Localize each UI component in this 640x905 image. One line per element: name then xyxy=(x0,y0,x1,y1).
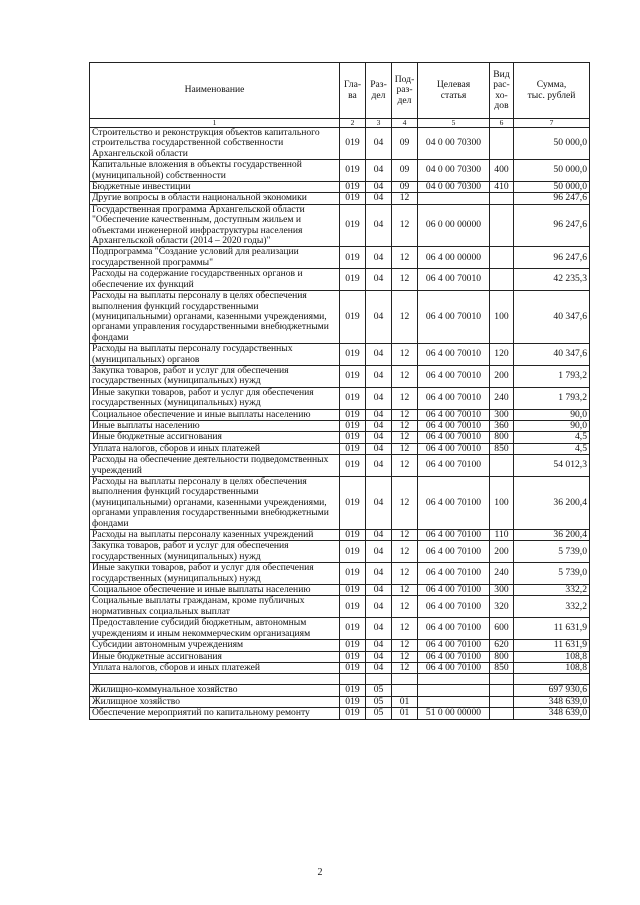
row-subsection: 12 xyxy=(392,585,418,596)
row-name: Расходы на выплаты персоналу государственных (муниципальных) органов xyxy=(90,344,340,366)
row-chapter: 019 xyxy=(340,387,366,409)
row-subsection: 12 xyxy=(392,596,418,618)
row-name: Расходы на выплаты персоналу в целях обеспечения выполнения функций государственными (муниципальными) органами, казенными учреждениями, органами управления государственными внебюджетными фондами xyxy=(90,291,340,344)
row-target: 06 4 00 70100 xyxy=(418,530,490,541)
row-target xyxy=(418,685,490,696)
col-number: 5 xyxy=(418,119,490,128)
row-section: 04 xyxy=(366,193,392,204)
row-target: 06 4 00 70100 xyxy=(418,477,490,530)
row-chapter: 019 xyxy=(340,708,366,719)
row-name: Другие вопросы в области национальной экономики xyxy=(90,193,340,204)
row-target: 06 4 00 70010 xyxy=(418,420,490,431)
row-name: Социальное обеспечение и иные выплаты населению xyxy=(90,585,340,596)
page-number: 2 xyxy=(317,867,323,878)
row-name: Социальное обеспечение и иные выплаты населению xyxy=(90,409,340,420)
blank-row xyxy=(90,674,590,685)
header-name: Наименование xyxy=(90,63,340,119)
row-amount: 1 793,2 xyxy=(514,387,590,409)
row-chapter: 019 xyxy=(340,596,366,618)
row-amount: 90,0 xyxy=(514,420,590,431)
table-row xyxy=(90,443,590,454)
row-name: Иные бюджетные ассигнования xyxy=(90,651,340,662)
row-expense-type: 110 xyxy=(490,530,514,541)
row-amount: 332,2 xyxy=(514,596,590,618)
row-chapter: 019 xyxy=(340,365,366,387)
col-number: 2 xyxy=(340,119,366,128)
row-section: 04 xyxy=(366,182,392,193)
row-amount: 40 347,6 xyxy=(514,291,590,344)
row-expense-type: 400 xyxy=(490,160,514,182)
row-name: Уплата налогов, сборов и иных платежей xyxy=(90,662,340,673)
row-name: Субсидии автономным учреждениям xyxy=(90,640,340,651)
row-name: Предоставление субсидий бюджетным, автономным учреждениям и иным некоммерческим организациям xyxy=(90,618,340,640)
row-target: 06 4 00 70010 xyxy=(418,291,490,344)
row-chapter: 019 xyxy=(340,651,366,662)
row-subsection: 12 xyxy=(392,432,418,443)
row-expense-type: 360 xyxy=(490,420,514,431)
row-subsection: 12 xyxy=(392,344,418,366)
row-section: 04 xyxy=(366,420,392,431)
row-name: Иные закупки товаров, работ и услуг для обеспечения государственных (муниципальных) нужд xyxy=(90,387,340,409)
row-name: Социальные выплаты гражданам, кроме публичных нормативных социальных выплат xyxy=(90,596,340,618)
table-row xyxy=(90,618,590,640)
row-subsection: 12 xyxy=(392,640,418,651)
table-row xyxy=(90,651,590,662)
table-body xyxy=(90,128,590,720)
table-row xyxy=(90,247,590,269)
row-target: 06 4 00 70010 xyxy=(418,365,490,387)
row-section: 04 xyxy=(366,651,392,662)
row-section: 04 xyxy=(366,160,392,182)
row-expense-type: 200 xyxy=(490,365,514,387)
row-section: 05 xyxy=(366,696,392,707)
row-amount: 11 631,9 xyxy=(514,618,590,640)
row-expense-type xyxy=(490,455,514,477)
row-expense-type: 320 xyxy=(490,596,514,618)
row-chapter: 019 xyxy=(340,128,366,160)
table-row xyxy=(90,477,590,530)
row-subsection: 12 xyxy=(392,477,418,530)
row-chapter: 019 xyxy=(340,477,366,530)
row-chapter: 019 xyxy=(340,530,366,541)
row-section: 04 xyxy=(366,455,392,477)
table-row xyxy=(90,563,590,585)
row-target: 06 0 00 00000 xyxy=(418,204,490,247)
table-row xyxy=(90,204,590,247)
row-name: Иные закупки товаров, работ и услуг для обеспечения государственных (муниципальных) нужд xyxy=(90,563,340,585)
row-name: Закупка товаров, работ и услуг для обеспечения государственных (муниципальных) нужд xyxy=(90,365,340,387)
row-amount: 50 000,0 xyxy=(514,182,590,193)
row-target xyxy=(418,193,490,204)
row-amount: 5 739,0 xyxy=(514,541,590,563)
table-row xyxy=(90,182,590,193)
row-target: 04 0 00 70300 xyxy=(418,160,490,182)
row-name: Государственная программа Архангельской области "Обеспечение качественным, доступным жильем и объектами инженерной инфраструктуры населения Архангельской области (2014 – 2020 годы)" xyxy=(90,204,340,247)
row-section: 04 xyxy=(366,477,392,530)
row-subsection: 12 xyxy=(392,618,418,640)
header-section: Раз- дел xyxy=(366,63,392,119)
row-expense-type: 300 xyxy=(490,409,514,420)
row-section: 04 xyxy=(366,128,392,160)
row-subsection: 12 xyxy=(392,541,418,563)
row-section: 04 xyxy=(366,432,392,443)
row-chapter: 019 xyxy=(340,344,366,366)
row-amount: 108,8 xyxy=(514,651,590,662)
row-target: 06 4 00 70100 xyxy=(418,640,490,651)
row-chapter: 019 xyxy=(340,420,366,431)
row-section xyxy=(366,674,392,685)
row-target xyxy=(418,696,490,707)
row-subsection: 12 xyxy=(392,443,418,454)
table-row xyxy=(90,696,590,707)
row-name: Расходы на выплаты персоналу в целях обеспечения выполнения функций государственными (муниципальными) органами, казенными учреждениями, органами управления государственными внебюджетными фондами xyxy=(90,477,340,530)
header-subsection: Под- раз- дел xyxy=(392,63,418,119)
row-expense-type: 600 xyxy=(490,618,514,640)
row-amount: 96 247,6 xyxy=(514,204,590,247)
row-section: 04 xyxy=(366,541,392,563)
table-row xyxy=(90,291,590,344)
row-section: 04 xyxy=(366,563,392,585)
row-amount: 54 012,3 xyxy=(514,455,590,477)
row-chapter: 019 xyxy=(340,685,366,696)
row-chapter: 019 xyxy=(340,585,366,596)
row-target: 06 4 00 70010 xyxy=(418,269,490,291)
row-chapter: 019 xyxy=(340,455,366,477)
row-target: 06 4 00 70100 xyxy=(418,662,490,673)
table-row xyxy=(90,193,590,204)
row-target: 06 4 00 70100 xyxy=(418,563,490,585)
row-amount: 348 639,0 xyxy=(514,708,590,719)
row-chapter: 019 xyxy=(340,443,366,454)
col-number: 7 xyxy=(514,119,590,128)
row-expense-type: 120 xyxy=(490,344,514,366)
row-subsection: 12 xyxy=(392,247,418,269)
row-amount: 36 200,4 xyxy=(514,477,590,530)
row-expense-type: 100 xyxy=(490,291,514,344)
row-chapter: 019 xyxy=(340,618,366,640)
row-section: 04 xyxy=(366,662,392,673)
row-subsection: 12 xyxy=(392,662,418,673)
row-amount: 4,5 xyxy=(514,432,590,443)
row-subsection: 12 xyxy=(392,365,418,387)
row-amount: 96 247,6 xyxy=(514,193,590,204)
row-subsection: 12 xyxy=(392,455,418,477)
row-chapter: 019 xyxy=(340,662,366,673)
row-section: 04 xyxy=(366,585,392,596)
table-row xyxy=(90,455,590,477)
row-amount: 50 000,0 xyxy=(514,160,590,182)
row-name: Подпрограмма "Создание условий для реализации государственной программы" xyxy=(90,247,340,269)
row-chapter: 019 xyxy=(340,541,366,563)
row-target: 06 4 00 70010 xyxy=(418,344,490,366)
row-target: 06 4 00 70100 xyxy=(418,618,490,640)
row-section: 04 xyxy=(366,443,392,454)
row-section: 04 xyxy=(366,291,392,344)
row-chapter: 019 xyxy=(340,247,366,269)
row-section: 04 xyxy=(366,365,392,387)
col-number: 3 xyxy=(366,119,392,128)
row-amount: 4,5 xyxy=(514,443,590,454)
row-expense-type: 100 xyxy=(490,477,514,530)
row-target: 06 4 00 70100 xyxy=(418,541,490,563)
row-expense-type: 800 xyxy=(490,432,514,443)
row-name: Расходы на содержание государственных органов и обеспечение их функций xyxy=(90,269,340,291)
row-section: 04 xyxy=(366,618,392,640)
row-target: 06 4 00 70100 xyxy=(418,651,490,662)
row-subsection: 09 xyxy=(392,128,418,160)
row-target: 06 4 00 00000 xyxy=(418,247,490,269)
row-subsection xyxy=(392,685,418,696)
row-subsection: 12 xyxy=(392,651,418,662)
table-row xyxy=(90,530,590,541)
row-amount: 50 000,0 xyxy=(514,128,590,160)
row-subsection: 12 xyxy=(392,387,418,409)
row-expense-type xyxy=(490,685,514,696)
row-target: 06 4 00 70010 xyxy=(418,409,490,420)
header-target: Целевая статья xyxy=(418,63,490,119)
row-amount: 348 639,0 xyxy=(514,696,590,707)
row-section: 04 xyxy=(366,247,392,269)
row-chapter: 019 xyxy=(340,204,366,247)
row-target: 06 4 00 70010 xyxy=(418,443,490,454)
table-row xyxy=(90,640,590,651)
row-chapter: 019 xyxy=(340,182,366,193)
row-chapter: 019 xyxy=(340,432,366,443)
row-subsection: 12 xyxy=(392,193,418,204)
row-chapter: 019 xyxy=(340,291,366,344)
table-row xyxy=(90,344,590,366)
row-expense-type: 200 xyxy=(490,541,514,563)
row-section: 05 xyxy=(366,708,392,719)
row-amount: 36 200,4 xyxy=(514,530,590,541)
row-section: 04 xyxy=(366,640,392,651)
row-expense-type: 620 xyxy=(490,640,514,651)
row-target: 04 0 00 70300 xyxy=(418,182,490,193)
row-expense-type xyxy=(490,696,514,707)
row-amount: 96 247,6 xyxy=(514,247,590,269)
row-amount xyxy=(514,674,590,685)
row-name: Обеспечение мероприятий по капитальному ремонту xyxy=(90,708,340,719)
row-target xyxy=(418,674,490,685)
table-row xyxy=(90,541,590,563)
table-row xyxy=(90,420,590,431)
budget-table xyxy=(89,62,590,720)
row-name: Жилищное хозяйство xyxy=(90,696,340,707)
row-subsection: 09 xyxy=(392,160,418,182)
row-section: 04 xyxy=(366,387,392,409)
table-header-row xyxy=(90,63,590,119)
row-name: Уплата налогов, сборов и иных платежей xyxy=(90,443,340,454)
row-amount: 90,0 xyxy=(514,409,590,420)
row-subsection: 12 xyxy=(392,269,418,291)
row-target: 51 0 00 00000 xyxy=(418,708,490,719)
row-expense-type xyxy=(490,193,514,204)
row-amount: 11 631,9 xyxy=(514,640,590,651)
row-chapter: 019 xyxy=(340,160,366,182)
row-name: Жилищно-коммунальное хозяйство xyxy=(90,685,340,696)
col-number: 4 xyxy=(392,119,418,128)
col-number: 6 xyxy=(490,119,514,128)
row-expense-type xyxy=(490,269,514,291)
row-target: 06 4 00 70010 xyxy=(418,387,490,409)
row-chapter: 019 xyxy=(340,409,366,420)
row-amount: 40 347,6 xyxy=(514,344,590,366)
row-section: 05 xyxy=(366,685,392,696)
row-subsection: 12 xyxy=(392,420,418,431)
row-target: 04 0 00 70300 xyxy=(418,128,490,160)
row-expense-type: 300 xyxy=(490,585,514,596)
row-section: 04 xyxy=(366,344,392,366)
row-chapter: 019 xyxy=(340,269,366,291)
row-subsection xyxy=(392,674,418,685)
header-amount: Сумма, тыс. рублей xyxy=(514,63,590,119)
row-amount: 5 739,0 xyxy=(514,563,590,585)
row-chapter: 019 xyxy=(340,563,366,585)
row-target: 06 4 00 70100 xyxy=(418,596,490,618)
table-row xyxy=(90,269,590,291)
row-name: Расходы на обеспечение деятельности подведомственных учреждений xyxy=(90,455,340,477)
table-row xyxy=(90,160,590,182)
row-chapter: 019 xyxy=(340,640,366,651)
row-section: 04 xyxy=(366,269,392,291)
row-expense-type: 240 xyxy=(490,563,514,585)
row-subsection: 09 xyxy=(392,182,418,193)
col-number: 1 xyxy=(90,119,340,128)
row-section: 04 xyxy=(366,596,392,618)
row-name xyxy=(90,674,340,685)
row-name: Иные бюджетные ассигнования xyxy=(90,432,340,443)
row-target: 06 4 00 70010 xyxy=(418,432,490,443)
table-row xyxy=(90,585,590,596)
row-amount: 1 793,2 xyxy=(514,365,590,387)
budget-table-container xyxy=(89,62,589,720)
row-section: 04 xyxy=(366,204,392,247)
row-subsection: 12 xyxy=(392,204,418,247)
row-amount: 697 930,6 xyxy=(514,685,590,696)
row-expense-type: 240 xyxy=(490,387,514,409)
row-expense-type xyxy=(490,708,514,719)
table-row xyxy=(90,596,590,618)
header-expense-type: Вид рас- хо- дов xyxy=(490,63,514,119)
row-section: 04 xyxy=(366,530,392,541)
table-row xyxy=(90,387,590,409)
row-subsection: 01 xyxy=(392,696,418,707)
row-amount: 108,8 xyxy=(514,662,590,673)
row-expense-type xyxy=(490,128,514,160)
row-expense-type xyxy=(490,204,514,247)
table-row xyxy=(90,365,590,387)
row-name: Капитальные вложения в объекты государственной (муниципальной) собственности xyxy=(90,160,340,182)
table-row xyxy=(90,432,590,443)
row-subsection: 12 xyxy=(392,530,418,541)
row-name: Бюджетные инвестиции xyxy=(90,182,340,193)
row-name: Расходы на выплаты персоналу казенных учреждений xyxy=(90,530,340,541)
row-subsection: 12 xyxy=(392,291,418,344)
row-expense-type xyxy=(490,247,514,269)
row-expense-type: 800 xyxy=(490,651,514,662)
row-amount: 332,2 xyxy=(514,585,590,596)
row-chapter: 019 xyxy=(340,193,366,204)
row-subsection: 01 xyxy=(392,708,418,719)
row-name: Иные выплаты населению xyxy=(90,420,340,431)
row-target: 06 4 00 70100 xyxy=(418,585,490,596)
row-expense-type xyxy=(490,674,514,685)
table-row xyxy=(90,128,590,160)
row-name: Закупка товаров, работ и услуг для обеспечения государственных (муниципальных) нужд xyxy=(90,541,340,563)
row-subsection: 12 xyxy=(392,409,418,420)
row-subsection: 12 xyxy=(392,563,418,585)
row-chapter: 019 xyxy=(340,696,366,707)
table-row xyxy=(90,708,590,719)
row-expense-type: 850 xyxy=(490,443,514,454)
row-target: 06 4 00 70100 xyxy=(418,455,490,477)
table-row xyxy=(90,409,590,420)
row-expense-type: 410 xyxy=(490,182,514,193)
row-section: 04 xyxy=(366,409,392,420)
table-row xyxy=(90,685,590,696)
header-chapter: Гла- ва xyxy=(340,63,366,119)
row-expense-type: 850 xyxy=(490,662,514,673)
row-name: Строительство и реконструкция объектов капитального строительства государственной собственности Архангельской области xyxy=(90,128,340,160)
row-amount: 42 235,3 xyxy=(514,269,590,291)
row-chapter xyxy=(340,674,366,685)
table-row xyxy=(90,662,590,673)
